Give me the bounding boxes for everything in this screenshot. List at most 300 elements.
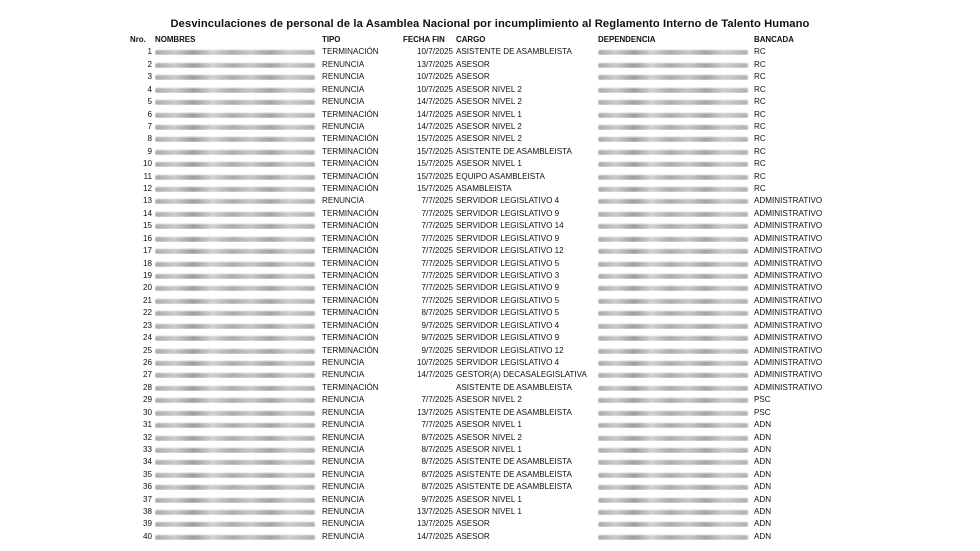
redacted-text-blur <box>598 249 748 254</box>
redacted-text-blur <box>598 286 748 291</box>
cell-bancada: ADMINISTRATIVO <box>754 258 823 268</box>
redacted-text-blur <box>598 212 748 217</box>
cell-dependencia-redacted <box>598 469 751 478</box>
table-row <box>0 245 980 257</box>
redacted-text-blur <box>598 150 748 155</box>
table-row <box>0 444 980 456</box>
redacted-text-blur <box>155 324 315 329</box>
cell-cargo: ASESOR NIVEL 1 <box>456 109 522 119</box>
header-nombres: NOMBRES <box>155 35 196 44</box>
table-row <box>0 183 980 195</box>
cell-nombre-redacted <box>155 469 320 478</box>
cell-bancada: ADN <box>754 494 772 504</box>
cell-bancada: PSC <box>754 395 771 405</box>
redacted-text-blur <box>155 150 315 155</box>
cell-fecha-fin: 15/7/2025 <box>416 184 453 194</box>
cell-nombre-redacted <box>155 320 320 329</box>
cell-cargo: ASISTENTE DE ASAMBLEISTA <box>456 382 572 392</box>
table-row <box>0 531 980 543</box>
cell-nombre-redacted <box>155 531 320 540</box>
redacted-text-blur <box>155 187 315 192</box>
cell-fecha-fin: 7/7/2025 <box>421 295 453 305</box>
cell-tipo: RENUNCIA <box>322 482 365 492</box>
cell-dependencia-redacted <box>598 71 751 80</box>
redacted-text-blur <box>598 137 748 142</box>
cell-nro: 38 <box>142 507 152 517</box>
cell-bancada: RC <box>754 97 766 107</box>
cell-nro: 7 <box>147 121 152 131</box>
redacted-text-blur <box>155 137 315 142</box>
cell-fecha-fin: 7/7/2025 <box>421 271 453 281</box>
redacted-text-blur <box>155 274 315 279</box>
cell-nro: 6 <box>147 109 152 119</box>
cell-nombre-redacted <box>155 345 320 354</box>
cell-cargo: ASESOR NIVEL 2 <box>456 97 522 107</box>
table-row <box>0 158 980 170</box>
redacted-text-blur <box>155 88 315 93</box>
cell-dependencia-redacted <box>598 369 751 378</box>
cell-bancada: ADN <box>754 531 772 541</box>
cell-nombre-redacted <box>155 133 320 142</box>
cell-dependencia-redacted <box>598 394 751 403</box>
cell-dependencia-redacted <box>598 518 751 527</box>
redacted-text-blur <box>598 175 748 180</box>
redacted-text-blur <box>598 88 748 93</box>
cell-dependencia-redacted <box>598 183 751 192</box>
cell-tipo: TERMINACIÓN <box>322 308 379 318</box>
redacted-text-blur <box>598 510 748 515</box>
cell-nombre-redacted <box>155 195 320 204</box>
cell-dependencia-redacted <box>598 345 751 354</box>
table-row <box>0 494 980 506</box>
redacted-text-blur <box>598 423 748 428</box>
cell-nro: 37 <box>142 494 152 504</box>
cell-fecha-fin: 13/7/2025 <box>416 519 453 529</box>
cell-nombre-redacted <box>155 295 320 304</box>
cell-tipo: TERMINACIÓN <box>322 47 379 57</box>
cell-fecha-fin: 8/7/2025 <box>421 482 453 492</box>
cell-tipo: TERMINACIÓN <box>322 345 379 355</box>
cell-nombre-redacted <box>155 46 320 55</box>
cell-nro: 14 <box>142 208 152 218</box>
cell-tipo: RENUNCIA <box>322 84 365 94</box>
redacted-text-blur <box>598 199 748 204</box>
redacted-text-blur <box>598 473 748 478</box>
cell-tipo: TERMINACIÓN <box>322 171 379 181</box>
cell-nro: 29 <box>142 395 152 405</box>
cell-fecha-fin: 8/7/2025 <box>421 457 453 467</box>
cell-tipo: TERMINACIÓN <box>322 333 379 343</box>
cell-dependencia-redacted <box>598 208 751 217</box>
cell-fecha-fin: 13/7/2025 <box>416 507 453 517</box>
cell-cargo: ASAMBLEISTA <box>456 184 512 194</box>
cell-fecha-fin: 14/7/2025 <box>416 97 453 107</box>
redacted-text-blur <box>155 100 315 105</box>
cell-nro: 4 <box>147 84 152 94</box>
cell-dependencia-redacted <box>598 158 751 167</box>
redacted-text-blur <box>155 162 315 167</box>
cell-fecha-fin: 7/7/2025 <box>421 420 453 430</box>
cell-tipo: TERMINACIÓN <box>322 382 379 392</box>
cell-nombre-redacted <box>155 382 320 391</box>
redacted-text-blur <box>155 411 315 416</box>
cell-tipo: RENUNCIA <box>322 97 365 107</box>
header-bancada: BANCADA <box>754 35 794 44</box>
cell-dependencia-redacted <box>598 320 751 329</box>
cell-cargo: SERVIDOR LEGISLATIVO 9 <box>456 208 560 218</box>
cell-fecha-fin: 10/7/2025 <box>416 357 453 367</box>
table-row <box>0 96 980 108</box>
cell-fecha-fin: 7/7/2025 <box>421 246 453 256</box>
cell-tipo: RENUNCIA <box>322 469 365 479</box>
cell-fecha-fin: 7/7/2025 <box>421 233 453 243</box>
redacted-text-blur <box>598 336 748 341</box>
cell-cargo: ASISTENTE DE ASAMBLEISTA <box>456 47 572 57</box>
cell-nro: 25 <box>142 345 152 355</box>
table-row <box>0 481 980 493</box>
redacted-text-blur <box>598 498 748 503</box>
redacted-text-blur <box>155 361 315 366</box>
table-row <box>0 320 980 332</box>
table-row <box>0 307 980 319</box>
cell-bancada: ADN <box>754 507 772 517</box>
redacted-text-blur <box>598 535 748 540</box>
cell-dependencia-redacted <box>598 270 751 279</box>
cell-dependencia-redacted <box>598 419 751 428</box>
cell-nro: 35 <box>142 469 152 479</box>
cell-nombre-redacted <box>155 444 320 453</box>
cell-fecha-fin: 10/7/2025 <box>416 84 453 94</box>
cell-cargo: GESTOR(A) DECASALEGISLATIVA <box>456 370 587 380</box>
redacted-text-blur <box>598 75 748 80</box>
cell-fecha-fin: 7/7/2025 <box>421 196 453 206</box>
cell-tipo: TERMINACIÓN <box>322 271 379 281</box>
cell-cargo: ASESOR NIVEL 1 <box>456 159 522 169</box>
table-row <box>0 84 980 96</box>
cell-nombre-redacted <box>155 220 320 229</box>
cell-dependencia-redacted <box>598 46 751 55</box>
cell-tipo: RENUNCIA <box>322 531 365 541</box>
redacted-text-blur <box>598 113 748 118</box>
table-row <box>0 195 980 207</box>
cell-dependencia-redacted <box>598 357 751 366</box>
cell-nombre-redacted <box>155 233 320 242</box>
cell-fecha-fin: 15/7/2025 <box>416 159 453 169</box>
cell-tipo: TERMINACIÓN <box>322 134 379 144</box>
cell-cargo: SERVIDOR LEGISLATIVO 9 <box>456 233 560 243</box>
cell-fecha-fin: 7/7/2025 <box>421 208 453 218</box>
cell-tipo: RENUNCIA <box>322 407 365 417</box>
header-fecha-fin: FECHA FIN <box>403 35 445 44</box>
table-row <box>0 469 980 481</box>
redacted-text-blur <box>598 262 748 267</box>
table-row <box>0 345 980 357</box>
cell-tipo: TERMINACIÓN <box>322 258 379 268</box>
cell-tipo: TERMINACIÓN <box>322 295 379 305</box>
cell-bancada: RC <box>754 84 766 94</box>
cell-fecha-fin: 14/7/2025 <box>416 531 453 541</box>
cell-cargo: ASISTENTE DE ASAMBLEISTA <box>456 457 572 467</box>
cell-nro: 33 <box>142 444 152 454</box>
cell-nombre-redacted <box>155 518 320 527</box>
cell-bancada: ADMINISTRATIVO <box>754 320 823 330</box>
cell-fecha-fin: 8/7/2025 <box>421 469 453 479</box>
cell-cargo: SERVIDOR LEGISLATIVO 9 <box>456 283 560 293</box>
cell-bancada: RC <box>754 109 766 119</box>
cell-cargo: SERVIDOR LEGISLATIVO 12 <box>456 345 564 355</box>
table-row <box>0 518 980 530</box>
redacted-text-blur <box>155 373 315 378</box>
redacted-text-blur <box>155 125 315 130</box>
cell-nombre-redacted <box>155 158 320 167</box>
redacted-text-blur <box>598 63 748 68</box>
cell-tipo: TERMINACIÓN <box>322 109 379 119</box>
cell-nombre-redacted <box>155 357 320 366</box>
cell-dependencia-redacted <box>598 233 751 242</box>
table-row <box>0 506 980 518</box>
cell-tipo: TERMINACIÓN <box>322 184 379 194</box>
redacted-text-blur <box>155 175 315 180</box>
cell-bancada: RC <box>754 59 766 69</box>
redacted-text-blur <box>598 349 748 354</box>
cell-nro: 30 <box>142 407 152 417</box>
table-row <box>0 220 980 232</box>
cell-tipo: TERMINACIÓN <box>322 208 379 218</box>
redacted-text-blur <box>155 199 315 204</box>
cell-nro: 8 <box>147 134 152 144</box>
redacted-text-blur <box>155 349 315 354</box>
cell-dependencia-redacted <box>598 59 751 68</box>
redacted-text-blur <box>155 75 315 80</box>
cell-fecha-fin: 15/7/2025 <box>416 134 453 144</box>
cell-dependencia-redacted <box>598 146 751 155</box>
cell-bancada: RC <box>754 146 766 156</box>
cell-cargo: ASISTENTE DE ASAMBLEISTA <box>456 407 572 417</box>
cell-nro: 1 <box>147 47 152 57</box>
cell-nombre-redacted <box>155 481 320 490</box>
cell-tipo: TERMINACIÓN <box>322 146 379 156</box>
redacted-text-blur <box>598 522 748 527</box>
cell-nro: 21 <box>142 295 152 305</box>
cell-nombre-redacted <box>155 109 320 118</box>
cell-cargo: ASESOR <box>456 519 490 529</box>
cell-cargo: ASESOR NIVEL 2 <box>456 134 522 144</box>
header-dependencia: DEPENDENCIA <box>598 35 656 44</box>
redacted-text-blur <box>598 448 748 453</box>
cell-cargo: ASISTENTE DE ASAMBLEISTA <box>456 469 572 479</box>
cell-bancada: ADN <box>754 469 772 479</box>
cell-tipo: RENUNCIA <box>322 519 365 529</box>
redacted-text-blur <box>155 50 315 55</box>
cell-dependencia-redacted <box>598 295 751 304</box>
cell-nombre-redacted <box>155 456 320 465</box>
cell-nro: 26 <box>142 357 152 367</box>
cell-nro: 2 <box>147 59 152 69</box>
redacted-text-blur <box>155 336 315 341</box>
redacted-text-blur <box>598 100 748 105</box>
redacted-text-blur <box>155 398 315 403</box>
cell-cargo: SERVIDOR LEGISLATIVO 5 <box>456 308 560 318</box>
cell-bancada: ADMINISTRATIVO <box>754 196 823 206</box>
cell-bancada: RC <box>754 47 766 57</box>
cell-nombre-redacted <box>155 432 320 441</box>
table-row <box>0 146 980 158</box>
cell-nombre-redacted <box>155 369 320 378</box>
cell-dependencia-redacted <box>598 506 751 515</box>
cell-tipo: TERMINACIÓN <box>322 320 379 330</box>
cell-cargo: SERVIDOR LEGISLATIVO 12 <box>456 246 564 256</box>
cell-dependencia-redacted <box>598 456 751 465</box>
cell-bancada: RC <box>754 72 766 82</box>
cell-nro: 27 <box>142 370 152 380</box>
cell-tipo: RENUNCIA <box>322 370 365 380</box>
cell-bancada: ADMINISTRATIVO <box>754 221 823 231</box>
cell-bancada: RC <box>754 171 766 181</box>
cell-fecha-fin: 7/7/2025 <box>421 221 453 231</box>
cell-bancada: RC <box>754 184 766 194</box>
redacted-text-blur <box>598 237 748 242</box>
header-nro: Nro. <box>130 35 146 44</box>
redacted-text-blur <box>598 386 748 391</box>
redacted-text-blur <box>155 423 315 428</box>
redacted-text-blur <box>155 249 315 254</box>
cell-cargo: ASESOR NIVEL 2 <box>456 395 522 405</box>
cell-fecha-fin: 9/7/2025 <box>421 320 453 330</box>
cell-nro: 3 <box>147 72 152 82</box>
table-row <box>0 357 980 369</box>
cell-fecha-fin: 13/7/2025 <box>416 407 453 417</box>
cell-dependencia-redacted <box>598 481 751 490</box>
cell-nro: 16 <box>142 233 152 243</box>
redacted-text-blur <box>155 224 315 229</box>
cell-bancada: ADN <box>754 444 772 454</box>
cell-cargo: ASESOR NIVEL 1 <box>456 494 522 504</box>
cell-cargo: SERVIDOR LEGISLATIVO 3 <box>456 271 560 281</box>
redacted-text-blur <box>155 212 315 217</box>
cell-dependencia-redacted <box>598 195 751 204</box>
cell-fecha-fin: 8/7/2025 <box>421 432 453 442</box>
cell-dependencia-redacted <box>598 432 751 441</box>
cell-bancada: ADMINISTRATIVO <box>754 357 823 367</box>
cell-tipo: RENUNCIA <box>322 59 365 69</box>
cell-tipo: TERMINACIÓN <box>322 233 379 243</box>
table-row <box>0 258 980 270</box>
cell-fecha-fin: 9/7/2025 <box>421 494 453 504</box>
cell-cargo: SERVIDOR LEGISLATIVO 5 <box>456 258 560 268</box>
cell-nro: 22 <box>142 308 152 318</box>
cell-nro: 19 <box>142 271 152 281</box>
table-row <box>0 109 980 121</box>
cell-bancada: ADMINISTRATIVO <box>754 208 823 218</box>
cell-cargo: SERVIDOR LEGISLATIVO 5 <box>456 295 560 305</box>
cell-nro: 32 <box>142 432 152 442</box>
cell-dependencia-redacted <box>598 109 751 118</box>
cell-nombre-redacted <box>155 419 320 428</box>
redacted-text-blur <box>598 436 748 441</box>
cell-fecha-fin: 14/7/2025 <box>416 121 453 131</box>
redacted-text-blur <box>155 460 315 465</box>
cell-nro: 5 <box>147 97 152 107</box>
cell-fecha-fin: 8/7/2025 <box>421 308 453 318</box>
cell-fecha-fin: 9/7/2025 <box>421 345 453 355</box>
cell-nro: 11 <box>143 171 152 181</box>
cell-cargo: ASESOR NIVEL 1 <box>456 507 522 517</box>
redacted-text-blur <box>598 125 748 130</box>
redacted-text-blur <box>155 448 315 453</box>
redacted-text-blur <box>598 411 748 416</box>
cell-cargo: SERVIDOR LEGISLATIVO 4 <box>456 320 560 330</box>
cell-nro: 10 <box>142 159 152 169</box>
redacted-text-blur <box>598 460 748 465</box>
cell-nombre-redacted <box>155 121 320 130</box>
header-cargo: CARGO <box>456 35 486 44</box>
table-row <box>0 46 980 58</box>
cell-dependencia-redacted <box>598 382 751 391</box>
redacted-text-blur <box>155 286 315 291</box>
redacted-text-blur <box>598 50 748 55</box>
table-row <box>0 71 980 83</box>
redacted-text-blur <box>155 473 315 478</box>
table-row <box>0 432 980 444</box>
cell-nro: 36 <box>142 482 152 492</box>
cell-nro: 15 <box>142 221 152 231</box>
cell-dependencia-redacted <box>598 84 751 93</box>
redacted-text-blur <box>598 324 748 329</box>
header-tipo: TIPO <box>322 35 341 44</box>
cell-fecha-fin: 7/7/2025 <box>421 395 453 405</box>
cell-dependencia-redacted <box>598 282 751 291</box>
cell-tipo: RENUNCIA <box>322 432 365 442</box>
cell-fecha-fin: 14/7/2025 <box>416 109 453 119</box>
cell-nro: 24 <box>142 333 152 343</box>
redacted-text-blur <box>155 237 315 242</box>
cell-nro: 40 <box>142 531 152 541</box>
cell-cargo: ASISTENTE DE ASAMBLEISTA <box>456 482 572 492</box>
redacted-text-blur <box>598 373 748 378</box>
cell-nro: 31 <box>142 420 152 430</box>
table-row <box>0 121 980 133</box>
cell-dependencia-redacted <box>598 220 751 229</box>
table-header-row <box>0 34 980 46</box>
cell-cargo: SERVIDOR LEGISLATIVO 4 <box>456 357 560 367</box>
cell-nro: 28 <box>142 382 152 392</box>
redacted-text-blur <box>155 535 315 540</box>
cell-dependencia-redacted <box>598 133 751 142</box>
cell-fecha-fin: 14/7/2025 <box>416 370 453 380</box>
cell-tipo: RENUNCIA <box>322 395 365 405</box>
cell-bancada: ADMINISTRATIVO <box>754 233 823 243</box>
table-row <box>0 282 980 294</box>
cell-nro: 20 <box>142 283 152 293</box>
redacted-text-blur <box>598 224 748 229</box>
cell-tipo: TERMINACIÓN <box>322 246 379 256</box>
redacted-text-blur <box>598 299 748 304</box>
cell-tipo: RENUNCIA <box>322 72 365 82</box>
table-row <box>0 133 980 145</box>
cell-nro: 12 <box>142 184 152 194</box>
redacted-text-blur <box>155 311 315 316</box>
cell-cargo: SERVIDOR LEGISLATIVO 14 <box>456 221 564 231</box>
cell-dependencia-redacted <box>598 307 751 316</box>
cell-tipo: RENUNCIA <box>322 357 365 367</box>
cell-cargo: EQUIPO ASAMBLEISTA <box>456 171 545 181</box>
cell-nombre-redacted <box>155 506 320 515</box>
cell-fecha-fin: 10/7/2025 <box>416 47 453 57</box>
table-row <box>0 208 980 220</box>
cell-nombre-redacted <box>155 407 320 416</box>
redacted-text-blur <box>598 398 748 403</box>
cell-dependencia-redacted <box>598 407 751 416</box>
